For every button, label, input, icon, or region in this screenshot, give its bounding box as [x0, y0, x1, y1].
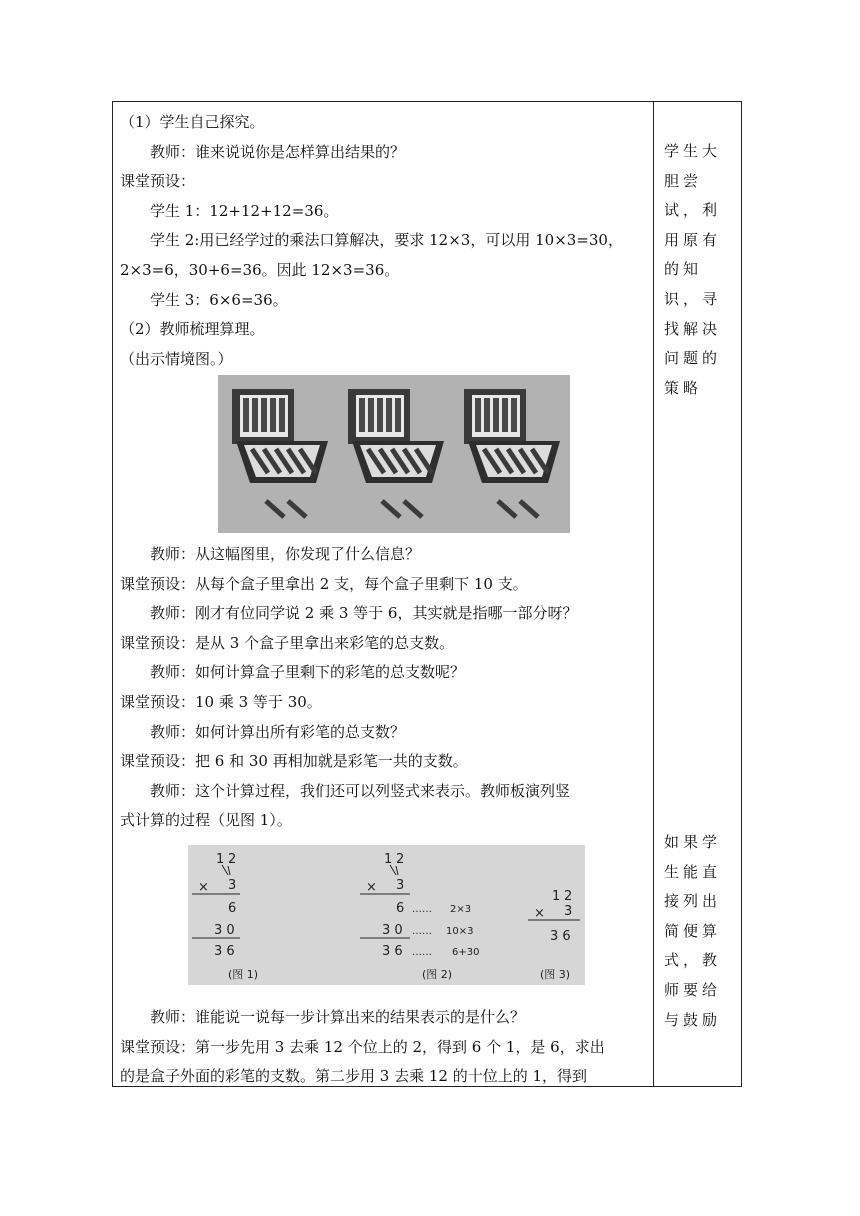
pencil	[279, 398, 285, 432]
fig1-result: 3 6	[214, 944, 235, 959]
teacher-line: 教师：如何计算出所有彩笔的总支数？	[150, 722, 406, 741]
fig1-digit-ones: 2	[228, 852, 237, 867]
step-heading: （1）学生自己探究。	[120, 113, 265, 131]
side-note-strategy: 学生大胆尝试，利用原有的知识，寻找解决问题的策略	[664, 142, 722, 397]
preset-line: 课堂预设：10 乘 3 等于 30。	[120, 692, 322, 711]
dialogue-block	[120, 540, 648, 836]
teacher-line: 教师：刚才有位同学说 2 乘 3 等于 6，其实就是指哪一部分呀？	[150, 604, 578, 623]
fig2-digit-tens: 1	[384, 852, 393, 867]
fig2-partial-30: 3 0	[382, 923, 403, 938]
teacher-line: 教师：从这幅图里，你发现了什么信息？	[150, 545, 421, 563]
fig2-multiplier: 3	[396, 878, 405, 893]
fig2-note-10x3: 10×3	[446, 926, 474, 937]
fig2-result: 3 6	[382, 944, 403, 959]
column-divider	[653, 101, 654, 1087]
explanation-block	[120, 1003, 648, 1092]
preset-line: 课堂预设：是从 3 个盒子里拿出来彩笔的总支数。	[120, 633, 455, 652]
pencil	[243, 398, 249, 432]
pencil	[359, 398, 365, 432]
student-line-continued: 2×3=6，30+6=36。因此 12×3=36。	[120, 260, 400, 279]
fig1-digit-tens: 1	[216, 852, 225, 867]
preset-line-continued: 的是盒子外面的彩笔的支数。第二步用 3 去乘 12 的十位上的 1，得到	[120, 1067, 588, 1086]
preset-line: 课堂预设：把 6 和 30 再相加就是彩笔一共的支数。	[120, 752, 468, 771]
teacher-line: 教师：谁能说一说每一步计算出来的结果表示的是什么？	[150, 1008, 526, 1026]
fig3-caption: (图 3)	[540, 968, 571, 981]
fig1-caption: (图 1)	[228, 968, 259, 981]
fig2-dots: ……	[412, 947, 432, 958]
pencil-box-photo	[218, 375, 570, 533]
fig2-partial-6: 6	[396, 901, 405, 916]
vertical-calc-photo	[188, 845, 585, 985]
fig1-times: ×	[198, 880, 209, 895]
fig2-note-2x3: 2×3	[450, 904, 472, 915]
teacher-line: 教师：这个计算过程，我们还可以列竖式来表示。教师板演列竖	[150, 781, 571, 800]
fig2-digit-ones: 2	[396, 852, 405, 867]
fig1-partial-30: 3 0	[214, 923, 235, 938]
pencil	[261, 398, 267, 432]
student-line: 学生 2:用已经学过的乘法口算解决，要求 12×3，可以用 10×3=30，	[150, 231, 623, 250]
fig2-dots: ……	[412, 904, 432, 915]
pencil	[502, 398, 508, 432]
pencil	[493, 398, 499, 432]
student-line: 学生 3：6×6=36。	[150, 290, 288, 309]
fig2-caption: (图 2)	[422, 968, 453, 981]
side-note-encourage: 如果学生能直接列出简便算式，教师要给与鼓励	[664, 833, 722, 1029]
fig3-digit-ones: 2	[564, 889, 573, 904]
teacher-line: 教师：如何计算盒子里剩下的彩笔的总支数呢？	[150, 663, 466, 682]
fig3-digit-tens: 1	[552, 889, 561, 904]
figure-caption: （出示情境图。）	[120, 349, 233, 368]
pencil	[270, 398, 276, 432]
main-column	[120, 108, 648, 374]
fig3-multiplier: 3	[564, 904, 573, 919]
fig2-times: ×	[366, 880, 377, 895]
pencil	[252, 398, 258, 432]
step-heading: （2）教师梳理算理。	[120, 320, 265, 339]
preset-line: 课堂预设：第一步先用 3 去乘 12 个位上的 2，得到 6 个 1，是 6，求出	[120, 1037, 605, 1056]
fig1-partial-6: 6	[228, 901, 237, 916]
pencil	[475, 398, 481, 432]
pencil	[368, 398, 374, 432]
preset-label: 课堂预设：	[120, 172, 196, 191]
fig2-dots: ……	[412, 926, 432, 937]
pencil	[511, 398, 517, 432]
fig1-multiplier: 3	[228, 878, 237, 893]
pencil	[484, 398, 490, 432]
teacher-line: 教师：谁来说说你是怎样算出结果的？	[150, 142, 406, 161]
fig3-result: 3 6	[550, 929, 571, 944]
pencil	[377, 398, 383, 432]
fig3-times: ×	[534, 906, 545, 921]
pencil	[395, 398, 401, 432]
pencil	[386, 398, 392, 432]
fig2-note-6p30: 6+30	[452, 947, 480, 958]
preset-line: 课堂预设：从每个盒子里拿出 2 支，每个盒子里剩下 10 支。	[120, 574, 528, 593]
student-line: 学生 1：12+12+12=36。	[150, 201, 339, 220]
teacher-line-continued: 式计算的过程（见图 1）。	[120, 811, 292, 830]
